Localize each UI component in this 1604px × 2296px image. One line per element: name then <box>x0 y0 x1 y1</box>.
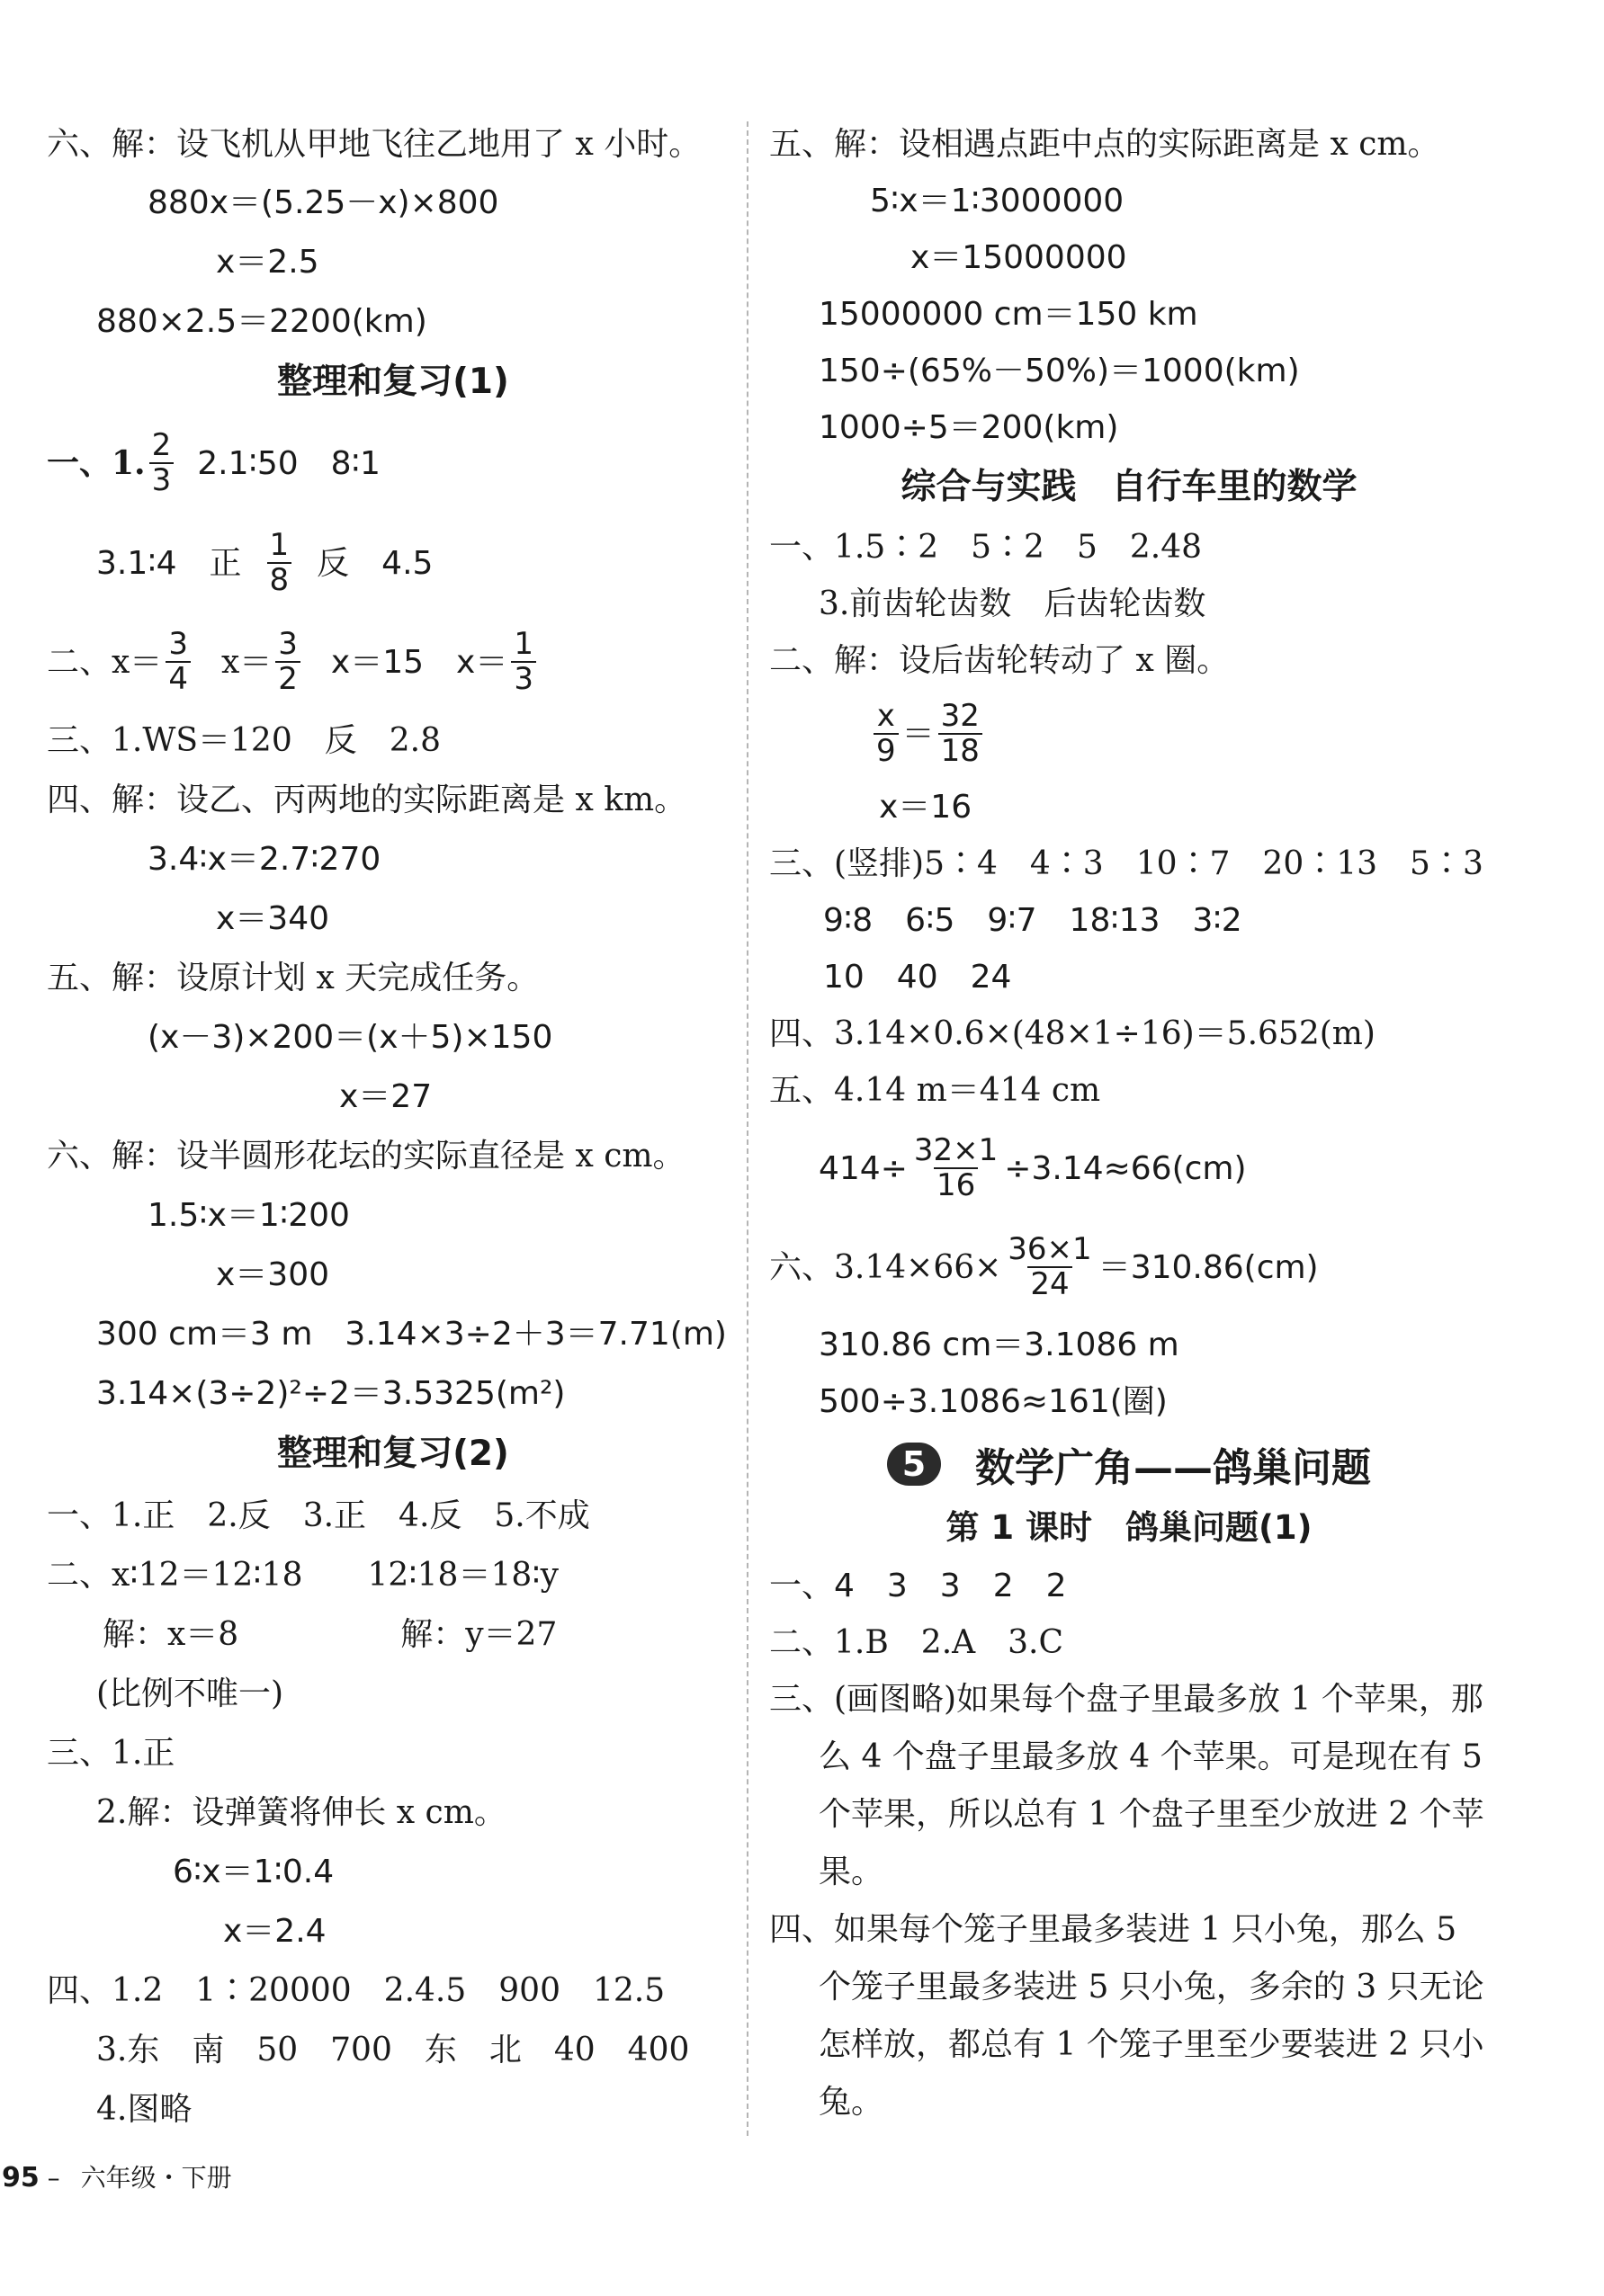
answer-line: 二、x∶12＝12∶18 12∶18＝18∶y <box>47 1556 559 1594</box>
answer-line: 500÷3.1086≈161(圈) <box>819 1383 1168 1420</box>
answer-line: 5∶x＝1∶3000000 <box>870 183 1125 219</box>
answer-line: 四、解：设乙、丙两地的实际距离是 x km。 <box>47 781 687 818</box>
left-column <box>47 115 739 2139</box>
fraction: $\frac{1}{8}$ <box>267 529 292 598</box>
answer-line: 三、1.WS＝120 反 2.8 <box>47 721 441 759</box>
answer-line: 1.5∶x＝1∶200 <box>148 1196 350 1234</box>
answer-line: 414÷ $\frac{32\times 1}{16}$ ÷3.14≈66(cm) <box>819 1131 1247 1203</box>
answer-line: 一、1.5∶2 5∶2 5 2.48 <box>769 529 1203 566</box>
answer-line: 15000000 cm＝150 km <box>819 296 1198 333</box>
answer-line: 10 40 24 <box>823 959 1012 996</box>
answer-line: $\frac{x}{9}$ ＝ $\frac{32}{18}$ <box>769 689 1489 779</box>
answer-line: 六、解：设飞机从甲地飞往乙地用了 x 小时。 <box>47 125 702 163</box>
unit-number-badge: 5 <box>887 1443 941 1486</box>
answer-line: 150÷(65%－50%)＝1000(km) <box>819 353 1300 389</box>
fraction: $\frac{3}{2}$ <box>275 628 300 697</box>
answer-line: 五、解：设相遇点距中点的实际距离是 x cm。 <box>769 125 1440 163</box>
page-number: 95 <box>2 2162 40 2193</box>
answer-line: 2.解：设弹簧将伸长 x cm。 <box>96 1793 506 1831</box>
answer-line: 3.4∶x＝2.7∶270 <box>148 840 381 878</box>
answer-line: x＝340 <box>216 899 330 937</box>
answer-line: 四、1.2 1∶20000 2.4.5 900 12.5 <box>47 1971 666 2009</box>
unit-title: 数学广角——鸽巢问题 <box>975 1445 1371 1491</box>
right-column <box>769 115 1489 2131</box>
answer-line: 3.东 南 50 700 东 北 40 400 <box>96 2031 690 2068</box>
fraction: $\frac{2}{3}$ <box>149 429 175 498</box>
answer-line: x＝16 <box>879 789 972 826</box>
fraction: $\frac{x}{9}$ <box>874 700 899 769</box>
answer-line: 二、解：设后齿轮转动了 x 圈。 <box>769 642 1230 679</box>
answer-line: 三、1.正 <box>47 1734 175 1772</box>
fraction: $\frac{32}{18}$ <box>938 700 982 769</box>
answer-line: 三、(竖排)5∶4 4∶3 10∶7 20∶13 5∶3 <box>769 845 1483 882</box>
answer-line: 310.86 cm＝3.1086 m <box>819 1327 1179 1363</box>
answer-line: x＝300 <box>216 1255 330 1293</box>
answer-line: 六、3.14×66× $\frac{36\times 1}{24}$ ＝310.86(cm) <box>769 1230 1319 1302</box>
answer-line: 二、x＝ $\frac{3}{4}$ x＝ $\frac{3}{2}$ x＝15 x＝ $\frac{1}{3}$ <box>47 613 739 710</box>
answer-line: 3.前齿轮齿数 后齿轮齿数 <box>819 585 1206 622</box>
answer-line: 9∶8 6∶5 9∶7 18∶13 3∶2 <box>823 902 1242 939</box>
answer-line: (比例不唯一) <box>96 1675 284 1712</box>
fraction: $\frac{36\times 1}{24}$ <box>1008 1230 1092 1302</box>
answer-line: 二、1.B 2.A 3.C <box>769 1624 1064 1661</box>
fraction: $\frac{3}{4}$ <box>166 628 191 697</box>
section-heading: 整理和复习(2) <box>277 1434 509 1474</box>
answer-line: x＝2.4 <box>223 1912 327 1950</box>
answer-paragraph: 三、(画图略)如果每个盘子里最多放 1 个苹果，那么 4 个盘子里最多放 4 个苹果。可是现在有 5 个苹果，所以总有 1 个盘子里至少放进 2 个苹果。 <box>769 1681 1484 1890</box>
answer-line: (x－3)×200＝(x＋5)×150 <box>148 1018 553 1056</box>
answer-line: 300 cm＝3 m 3.14×3÷2＋3＝7.71(m) <box>96 1315 727 1353</box>
answer-line: 一、4 3 3 2 2 <box>769 1568 1067 1604</box>
answer-line: 一、1.正 2.反 3.正 4.反 5.不成 <box>47 1496 590 1534</box>
column-divider <box>747 121 748 2136</box>
answer-line: 880×2.5＝2200(km) <box>96 302 427 340</box>
answer-line: 3.1∶4 正 $\frac{1}{8}$ 反 4.5 <box>96 526 434 598</box>
answer-line: x＝15000000 <box>910 239 1127 276</box>
answer-line: 解：x＝8 解：y＝27 <box>103 1615 558 1653</box>
answer-line: 3.14×(3÷2)²÷2＝3.5325(m²) <box>96 1374 566 1412</box>
answer-line: 六、解：设半圆形花坛的实际直径是 x cm。 <box>47 1137 686 1175</box>
fraction: $\frac{1}{3}$ <box>511 628 536 697</box>
answer-line: 1000÷5＝200(km) <box>819 409 1119 446</box>
footer-dash: – <box>47 2163 60 2193</box>
page-footer <box>2 2158 232 2194</box>
section-heading: 整理和复习(1) <box>277 362 509 402</box>
answer-line: 880x＝(5.25－x)×800 <box>148 183 499 221</box>
answer-line: x＝2.5 <box>216 243 319 281</box>
fraction: $\frac{32\times 1}{16}$ <box>913 1131 999 1203</box>
lesson-title: 第 1 课时 鸽巢问题(1) <box>945 1508 1313 1547</box>
section-heading: 综合与实践 自行车里的数学 <box>901 467 1358 507</box>
answer-line: 四、3.14×0.6×(48×1÷16)＝5.652(m) <box>769 1015 1375 1052</box>
answer-line: 五、解：设原计划 x 天完成任务。 <box>47 959 540 996</box>
answer-line: 6∶x＝1∶0.4 <box>173 1853 335 1890</box>
answer-line: 一、1. $\frac{2}{3}$ 2.1∶50 8∶1 <box>47 426 381 498</box>
answer-line: x＝27 <box>339 1077 433 1115</box>
unit-heading <box>769 1430 1489 1498</box>
answer-paragraph: 四、如果每个笼子里最多装进 1 只小兔，那么 5 个笼子里最多装进 5 只小兔，多余的 3 只无论怎样放，都总有 1 个笼子里至少要装进 2 只小兔。 <box>769 1911 1484 2121</box>
answer-line: 4.图略 <box>96 2090 193 2128</box>
answer-line: 五、4.14 m＝414 cm <box>769 1072 1101 1109</box>
grade-label: 六年级・下册 <box>80 2163 232 2193</box>
